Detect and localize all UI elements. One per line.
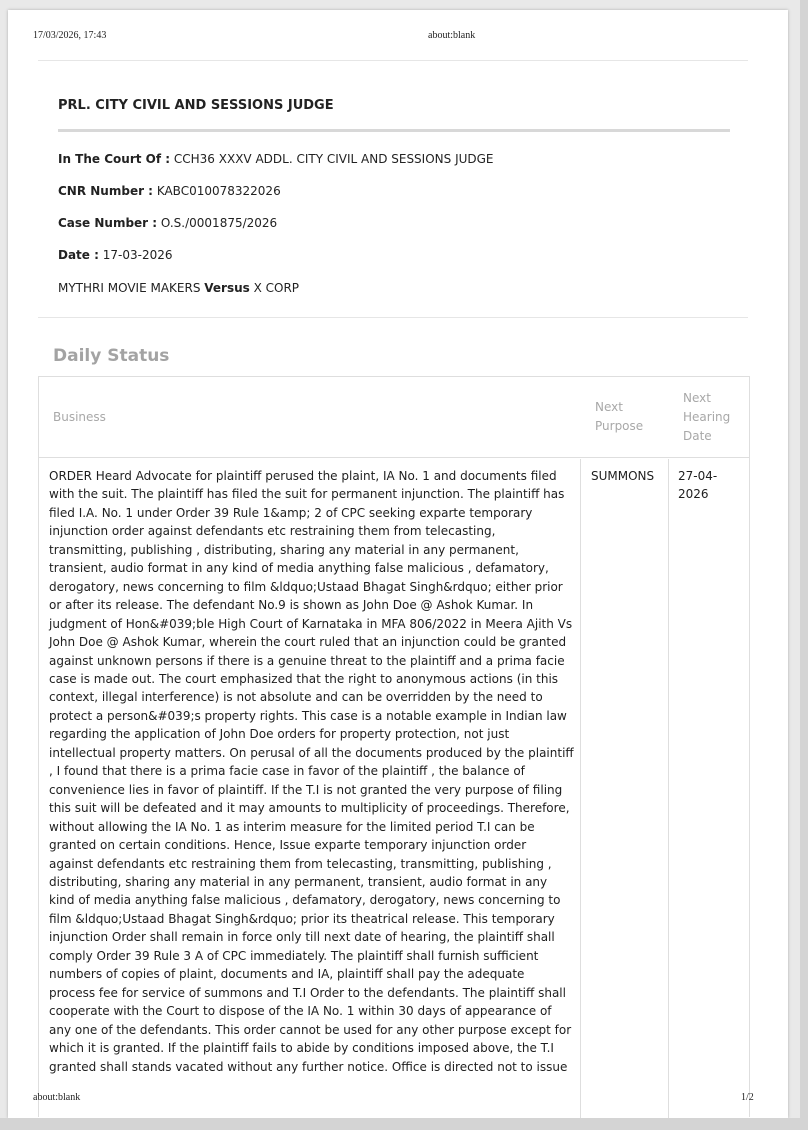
print-footer-url: about:blank — [33, 1092, 81, 1103]
date-value: 17-03-2026 — [102, 248, 173, 262]
case-number-label: Case Number : — [58, 216, 158, 230]
column-divider — [580, 459, 581, 1118]
respondent-name: X CORP — [253, 281, 300, 295]
date-row — [58, 248, 173, 262]
petitioner-name: MYTHRI MOVIE MAKERS — [58, 281, 201, 295]
daily-status-title: Daily Status — [53, 346, 170, 366]
court-row — [58, 152, 494, 166]
date-label: Date : — [58, 248, 99, 262]
page-edge-shadow — [0, 1118, 808, 1130]
cnr-row — [58, 184, 281, 198]
cnr-value: KABC010078322026 — [156, 184, 281, 198]
title-divider — [58, 129, 730, 132]
court-value: CCH36 XXXV ADDL. CITY CIVIL AND SESSIONS JUDGE — [173, 152, 494, 166]
header-business: Business — [53, 410, 106, 424]
cnr-label: CNR Number : — [58, 184, 153, 198]
print-page-title: about:blank — [428, 30, 476, 41]
court-title: PRL. CITY CIVIL AND SESSIONS JUDGE — [58, 98, 334, 113]
next-purpose-cell: SUMMONS — [591, 469, 655, 483]
parties-row — [58, 281, 299, 295]
business-cell: ORDER Heard Advocate for plaintiff perused the plaint, IA No. 1 and documents filed with the suit. The plaintiff has filed the suit for permanent injunction. The plaintiff has filed I.A. No. 1 under Order 39 Rule 1&amp; 2 of CPC seeking exparte temporary injunction order against defendants etc restraining them from telecasting, transmitting, publishing , distributing, sharing any material in any permanent, transient, audio format in any kind of media anything false malicious , defamatory, derogatory, news concerning to film &ldquo;Ustaad Bhagat Singh&rdquo; either prior or after its release. The defendant No.9 is shown as John Doe @ Ashok Kumar. In judgment of Hon&#039;ble High Court of Karnataka in MFA 806/2022 in Meera Ajith Vs John Doe @ Ashok Kumar, wherein the court ruled that an injunction could be granted against unknown persons if there is a genuine threat to the plaintiff and a prima facie case is made out. The court emphasized that the right to anonymous actions (in this context, illegal interference) is not absolute and can be overridden by the need to protect a person&#039;s property rights. This case is a notable example in Indian law regarding the application of John Doe orders for property protection, not just intellectual property matters. On perusal of all the documents produced by the plaintiff , I found that there is a prima facie case in favor of the plaintiff , the balance of convenience lies in favor of plaintiff. If the T.I is not granted the very purpose of filing this suit will be defeated and it may amounts to multiplicity of proceedings. Therefore, without allowing the IA No. 1 as interim measure for the limited period T.I can be granted on certain conditions. Hence, Issue exparte temporary injunction order against defendants etc restraining them from telecasting, transmitting, publishing , distributing, sharing any material in any permanent, transient, audio format in any kind of media anything false malicious , defamatory, derogatory, news concerning to film &ldquo;Ustaad Bhagat Singh&rdquo; prior its theatrical release. This temporary injunction Order shall remain in force only till next date of hearing, the plaintiff shall comply Order 39 Rule 3 A of CPC immediately. The plaintiff shall furnish sufficient numbers of copies of plaint, documents and IA, plaintiff shall pay the adequate process fee for service of summons and T.I Order to the defendants. The plaintiff shall cooperate with the Court to dispose of the IA No. 1 within 30 days of appearance of any one of the defendants. This order cannot be used for any other purpose except for which it is granted. If the plaintiff fails to abide by conditions imposed above, the T.I granted shall stands vacated without any further notice. Office is directed not to issue — [49, 469, 574, 1074]
case-number-value: O.S./0001875/2026 — [160, 216, 278, 230]
column-divider — [668, 459, 669, 1118]
header-next-purpose: Next Purpose — [595, 400, 644, 433]
versus-label: Versus — [204, 281, 250, 295]
case-number-row — [58, 216, 277, 230]
page-edge-shadow — [800, 0, 808, 1130]
printed-page — [8, 10, 788, 1118]
court-label: In The Court Of : — [58, 152, 171, 166]
print-page-number: 1/2 — [741, 1092, 754, 1103]
header-next-hearing-date: Next Hearing Date — [683, 391, 731, 443]
case-details-card — [38, 60, 748, 318]
next-hearing-date-cell: 27-04-2026 — [678, 469, 718, 502]
table-header — [39, 377, 749, 458]
daily-status-table — [38, 376, 750, 1117]
print-datetime: 17/03/2026, 17:43 — [33, 30, 107, 41]
